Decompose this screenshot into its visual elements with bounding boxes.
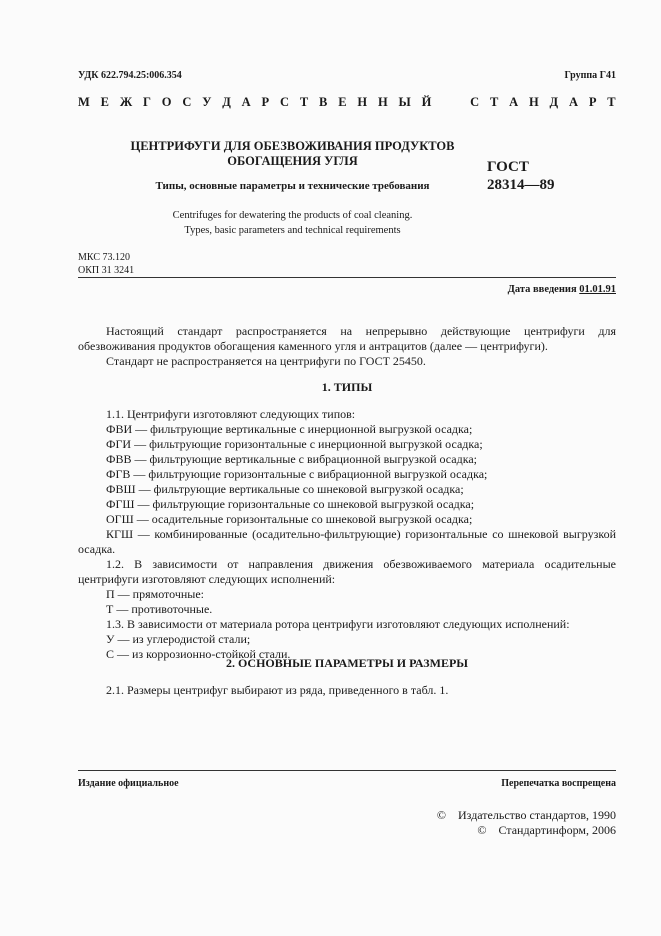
heading-letter: Ы	[398, 95, 411, 109]
intro-paragraph-2: Стандарт не распространяется на центрифуги по ГОСТ 25450.	[106, 354, 426, 368]
document-title-line1: ЦЕНТРИФУГИ ДЛЯ ОБЕЗВОЖИВАНИЯ ПРОДУКТОВ	[130, 139, 455, 153]
intro-paragraph-1: Настоящий стандарт распространяется на непрерывно действующие центрифуги для обезвоживания продуктов обогащения каменного угля и антрацитов (далее — центрифуги).	[78, 324, 616, 353]
reprint-prohibited-note: Перепечатка воспрещена	[501, 778, 616, 789]
heading-letter: Й	[421, 95, 432, 109]
heading-letter: М	[78, 95, 90, 109]
english-title-line2: Types, basic parameters and technical requirements	[184, 225, 401, 236]
introduction-date	[78, 284, 616, 295]
heading-letter: Т	[299, 95, 309, 109]
heading-letter: У	[202, 95, 212, 109]
copyright-text-2: Стандартинформ, 2006	[498, 823, 616, 837]
document-title-line2: ОБОГАЩЕНИЯ УГЛЯ	[227, 154, 358, 168]
section-2-heading: 2. ОСНОВНЫЕ ПАРАМЕТРЫ И РАЗМЕРЫ	[225, 656, 469, 670]
mks-code: МКС 73.120	[78, 252, 130, 263]
flow-item: Т — противоточные.	[106, 602, 213, 616]
heading-letter: С	[470, 95, 480, 109]
heading-letter: Е	[338, 95, 347, 109]
intro-text	[78, 324, 616, 369]
clause-1-1: 1.1. Центрифуги изготовляют следующих типов:	[106, 407, 356, 421]
type-item: ФГВ — фильтрующие горизонтальные с вибрационной выгрузкой осадка;	[106, 467, 488, 481]
flow-item: П — прямоточные:	[106, 587, 204, 601]
heading-letter: А	[568, 95, 578, 109]
heading-letter: С	[182, 95, 192, 109]
type-item: ОГШ — осадительные горизонтальные со шнековой выгрузкой осадка;	[106, 512, 473, 526]
heading-letter: Д	[549, 95, 559, 109]
heading-letter: В	[319, 95, 328, 109]
gost-designation	[487, 158, 555, 194]
official-edition-note: Издание официальное	[78, 778, 179, 789]
heading-letter: Н	[528, 95, 539, 109]
copyright-symbol: ©	[436, 808, 446, 822]
copyright-text-1: Издательство стандартов, 1990	[458, 808, 616, 822]
type-item: КГШ — комбинированные (осадительно-фильтрующие) горизонтальные со шнековой выгрузкой осадка.	[78, 527, 616, 556]
heading-letter: О	[161, 95, 172, 109]
copyright-symbol: ©	[477, 823, 487, 837]
heading-letter: Т	[607, 95, 616, 109]
type-item: ФВВ — фильтрующие вертикальные с вибрационной выгрузкой осадка;	[106, 452, 477, 466]
heading-letter: Н	[357, 95, 368, 109]
header-divider	[78, 277, 616, 278]
type-item: ФГИ — фильтрующие горизонтальные с инерционной выгрузкой осадка;	[106, 437, 483, 451]
date-label: Дата введения	[507, 284, 580, 295]
gost-label: ГОСТ	[487, 159, 529, 175]
footer-divider	[78, 770, 616, 771]
udk-code: УДК 622.794.25:006.354	[78, 70, 182, 81]
copyright-line-1	[380, 808, 616, 823]
heading-letter: А	[241, 95, 251, 109]
interstate-standard-heading	[78, 95, 616, 110]
classification-codes	[78, 251, 134, 277]
heading-letter: Е	[100, 95, 109, 109]
heading-letter: Р	[261, 95, 270, 109]
heading-letter	[456, 95, 459, 110]
heading-letter: Н	[377, 95, 388, 109]
type-item: ФГШ — фильтрующие горизонтальные со шнековой выгрузкой осадка;	[106, 497, 475, 511]
heading-letter: А	[509, 95, 519, 109]
heading-letter: Г	[143, 95, 151, 109]
clause-1-3: 1.3. В зависимости от материала ротора центрифуги изготовляют следующих исполнений:	[106, 617, 570, 631]
section-1-body	[78, 407, 616, 662]
heading-letter: С	[280, 95, 290, 109]
clause-1-2: 1.2. В зависимости от направления движения обезвоживаемого материала осадительные центрифуги изготовляют следующих исполнений:	[78, 557, 616, 586]
heading-letter: Р	[588, 95, 597, 109]
gost-number: 28314—89	[487, 177, 555, 193]
okp-code: ОКП 31 3241	[78, 265, 135, 276]
type-item: ФВИ — фильтрующие вертикальные с инерционной выгрузкой осадка;	[106, 422, 473, 436]
clause-2-1: 2.1. Размеры центрифуг выбирают из ряда, приведенного в табл. 1.	[106, 683, 449, 697]
heading-letter: Т	[489, 95, 499, 109]
english-title	[100, 208, 485, 238]
type-item: ФВШ — фильтрующие вертикальные со шнековой выгрузкой осадка;	[106, 482, 464, 496]
heading-letter	[442, 95, 445, 110]
document-subtitle: Типы, основные параметры и технические требования	[155, 180, 430, 192]
english-title-line1: Centrifuges for dewatering the products of coal cleaning.	[172, 210, 413, 221]
section-2-body	[78, 683, 616, 698]
material-item: С — из коррозионно-стойкой стали.	[106, 647, 291, 661]
section-1-heading: 1. ТИПЫ	[321, 380, 373, 394]
heading-letter: Ж	[119, 95, 133, 109]
material-item: У — из углеродистой стали;	[106, 632, 251, 646]
group-code: Группа Г41	[564, 70, 616, 81]
date-value: 01.01.91	[579, 284, 616, 295]
copyright-line-2	[380, 823, 616, 838]
heading-letter: Д	[222, 95, 231, 109]
